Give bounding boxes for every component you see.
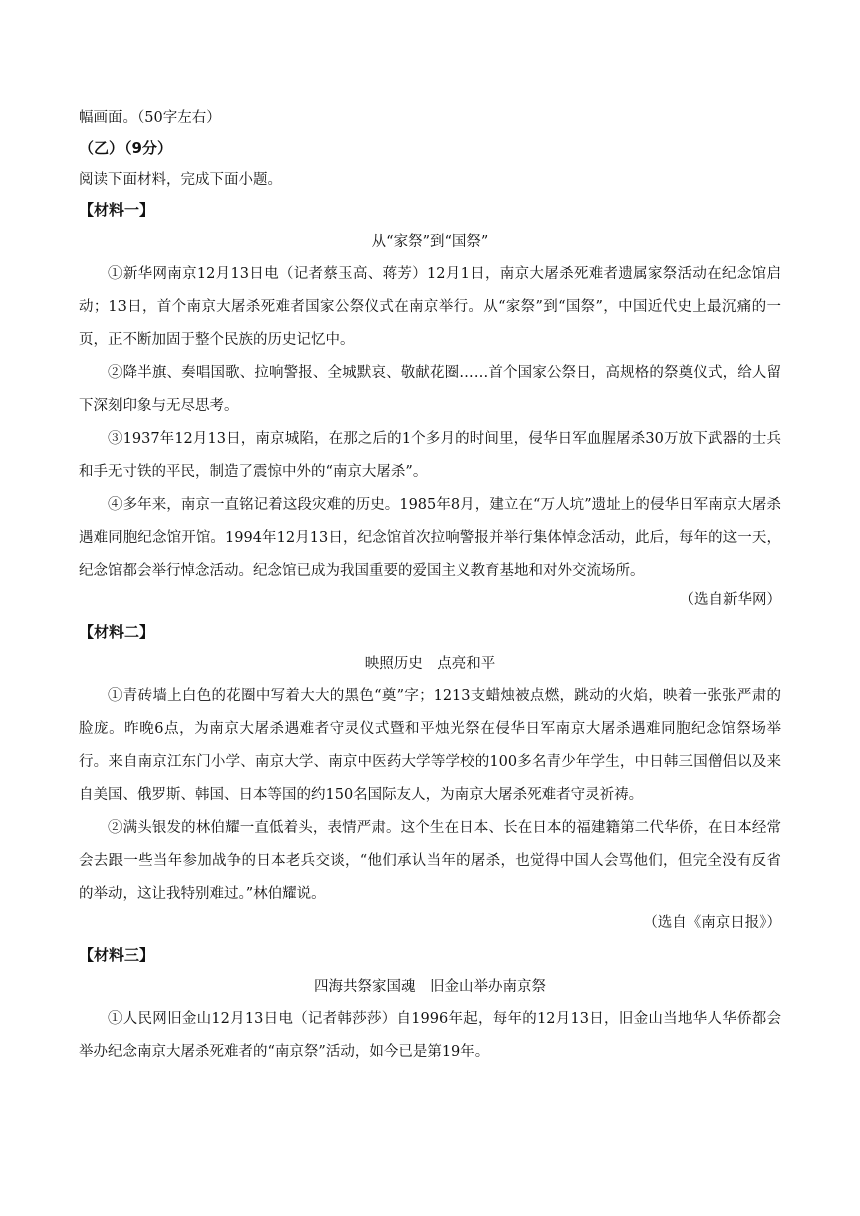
paragraph: ④多年来，南京一直铭记着这段灾难的历史。1985年8月，建立在“万人坑”遗址上的侵华日军南京大屠杀遇难同胞纪念馆开馆。1994年12月13日，纪念馆首次拉响警报并举行集体悼念活动，此后，每年的这一天，纪念馆都会举行悼念活动。纪念馆已成为我国重要的爱国主义教育基地和对外交流场所。 [79,497,781,579]
part-heading: （乙）（9分） [79,139,172,157]
paragraph: ②降半旗、奏唱国歌、拉响警报、全城默哀、敬献花圈……首个国家公祭日，高规格的祭奠仪式，给人留下深刻印象与无尽思考。 [79,365,781,414]
material-label: 【材料二】 [79,623,155,641]
material-label: 【材料三】 [79,946,155,964]
paragraph: ①新华网南京12月13日电（记者蔡玉高、蒋芳）12月1日，南京大屠杀死难者遗属家祭活动在纪念馆启动；13日，首个南京大屠杀死难者国家公祭仪式在南京举行。从“家祭”到“国祭”，中国近代史上最沉痛的一页，正不断加固于整个民族的历史记忆中。 [79,266,781,348]
material-title: 四海共祭家国魂 旧金山举办南京祭 [314,979,546,995]
material-three [79,945,781,1069]
material-label: 【材料一】 [79,201,155,219]
paragraph: ①人民网旧金山12月13日电（记者韩莎莎）自1996年起，每年的12月13日，旧金山当地华人华侨都会举办纪念南京大屠杀死难者的“南京祭”活动，如今已是第19年。 [79,1011,781,1060]
material-two [79,622,781,933]
paragraph: ③1937年12月13日，南京城陷，在那之后的1个多月的时间里，侵华日军血腥屠杀30万放下武器的士兵和手无寸铁的平民，制造了震惊中外的“南京大屠杀”。 [79,431,781,480]
material-source: （选自《南京日报》） [643,915,781,931]
instruction-text: 阅读下面材料，完成下面小题。 [79,172,282,188]
document-page [79,108,781,1069]
paragraph: ①青砖墙上白色的花圈中写着大大的黑色“奠”字；1213支蜡烛被点燃，跳动的火焰，映着一张张严肃的脸庞。昨晚6点，为南京大屠杀遇难者守灵仪式暨和平烛光祭在侵华日军南京大屠杀遇难同胞纪念馆祭场举行。来自南京江东门小学、南京大学、南京中医药大学等学校的100多名青少年学生，中日韩三国僧侣以及来自美国、俄罗斯、韩国、日本等国的约150名国际友人，为南京大屠杀死难者守灵祈祷。 [79,688,781,803]
material-title: 从“家祭”到“国祭” [371,234,489,250]
material-one [79,200,781,610]
paragraph: ②满头银发的林伯耀一直低着头，表情严肃。这个生在日本、长在日本的福建籍第二代华侨，在日本经常会去跟一些当年参加战争的日本老兵交谈，“他们承认当年的屠杀，也觉得中国人会骂他们，但完全没有反省的举动，这让我特别难过。”林伯耀说。 [79,820,781,902]
material-title: 映照历史 点亮和平 [364,656,496,672]
material-source: （选自新华网） [679,592,781,608]
intro-tail: 幅画面。（50字左右） [79,110,221,126]
